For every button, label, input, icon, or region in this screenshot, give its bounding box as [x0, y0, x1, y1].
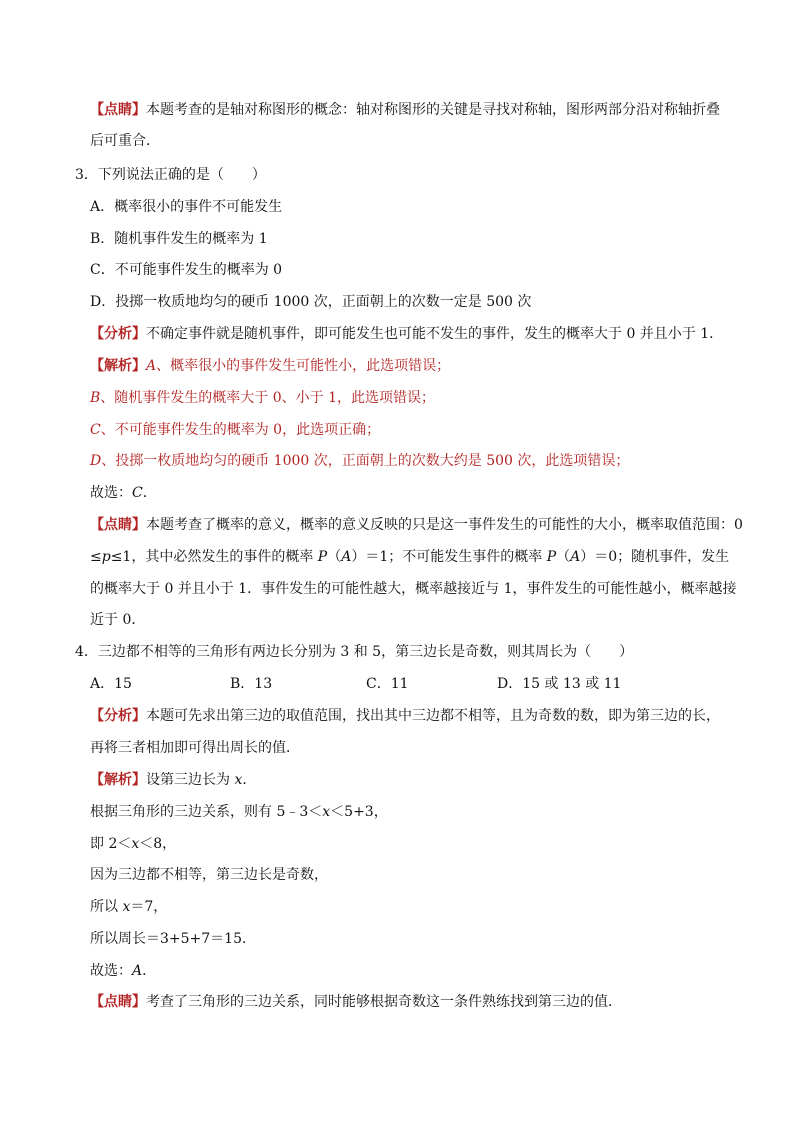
- q3-option-a: A．概率很小的事件不可能发生: [90, 199, 283, 215]
- q3-answer: 故选：C．: [90, 485, 157, 501]
- q3-option-c: C．不可能事件发生的概率为 0: [90, 262, 283, 278]
- q3-jiexi-d: D、投掷一枚质地均匀的硬币 1000 次，正面朝上的次数大约是 500 次，此选项错误；: [90, 453, 630, 469]
- q4-dianjing: 【点睛】考查了三角形的三边关系，同时能够根据奇数这一条件熟练找到第三边的值．: [90, 994, 622, 1010]
- q3-dianjing-line-1: 【点睛】本题考查了概率的意义，概率的意义反映的只是这一事件发生的可能性的大小，概率取值范围：0: [90, 517, 743, 533]
- q4-jiexi-line-5: 所以 x＝7，: [90, 899, 168, 915]
- fenxi-text: 不确定事件就是随机事件，即可能发生也可能不发生的事件，发生的概率大于 0 并且小于 1．: [146, 326, 724, 342]
- q4-fenxi-line-1: 【分析】本题可先求出第三边的取值范围，找出其中三边都不相等，且为奇数的数，即为第三边的长，: [90, 708, 720, 724]
- q4-option-a: A．15: [90, 676, 132, 692]
- dianjing-tag: 【点睛】: [90, 102, 146, 118]
- q4-jiexi-line-3: 即 2＜x＜8，: [90, 836, 177, 852]
- q3-option-b: B．随机事件发生的概率为 1: [90, 231, 268, 247]
- fenxi-tag: 【分析】: [90, 708, 146, 724]
- fenxi-tag: 【分析】: [90, 326, 146, 342]
- dianjing-text: 本题考查的是轴对称图形的概念：轴对称图形的关键是寻找对称轴，图形两部分沿对称轴折叠: [146, 102, 720, 118]
- q4-option-c: C．11: [366, 676, 409, 692]
- dianjing-tag: 【点睛】: [90, 517, 146, 533]
- q3-option-d: D．投掷一枚质地均匀的硬币 1000 次，正面朝上的次数一定是 500 次: [90, 294, 532, 310]
- q3-dianjing-line-4: 近于 0．: [90, 612, 146, 628]
- q4-option-b: B．13: [230, 676, 273, 692]
- q4-jiexi-line-2: 根据三角形的三边关系，则有 5﹣3＜x＜5+3，: [90, 804, 388, 820]
- q2-dianjing-line-2: 后可重合．: [90, 133, 160, 149]
- q4-jiexi-line-4: 因为三边都不相等，第三边长是奇数，: [90, 867, 328, 883]
- q3-stem: 3．下列说法正确的是（ ）: [75, 167, 266, 183]
- q4-fenxi-line-2: 再将三者相加即可得出周长的值．: [90, 740, 300, 756]
- q3-dianjing-line-2: ≤p≤1，其中必然发生的事件的概率 P（A）＝1；不可能发生事件的概率 P（A）＝0；随机事件，发生: [90, 549, 730, 565]
- q4-jiexi-line-6: 所以周长＝3+5+7＝15．: [90, 931, 256, 947]
- q4-option-d: D．15 或 13 或 11: [497, 676, 622, 692]
- q3-dianjing-line-3: 的概率大于 0 并且小于 1．事件发生的可能性越大，概率越接近与 1，事件发生的可能性越小，概率越接: [90, 581, 737, 597]
- q3-fenxi: [90, 325, 723, 343]
- q4-stem: 4．三边都不相等的三角形有两边长分别为 3 和 5，第三边长是奇数，则其周长为（ ）: [75, 644, 634, 660]
- jiexi-tag: 【解析】: [90, 358, 146, 374]
- q2-dianjing-line-1: [90, 101, 720, 119]
- dianjing-tag: 【点睛】: [90, 994, 146, 1010]
- q3-jiexi-c: C、不可能事件发生的概率为 0，此选项正确；: [90, 422, 381, 438]
- q3-jiexi-b: B、随机事件发生的概率大于 0、小于 1，此选项错误；: [90, 390, 436, 406]
- q4-jiexi-line-1: 【解析】设第三边长为 x．: [90, 772, 257, 788]
- q3-jiexi-a: 【解析】A、概率很小的事件发生可能性小，此选项错误；: [90, 358, 451, 374]
- q4-answer: 故选：A．: [90, 963, 157, 979]
- jiexi-tag: 【解析】: [90, 772, 146, 788]
